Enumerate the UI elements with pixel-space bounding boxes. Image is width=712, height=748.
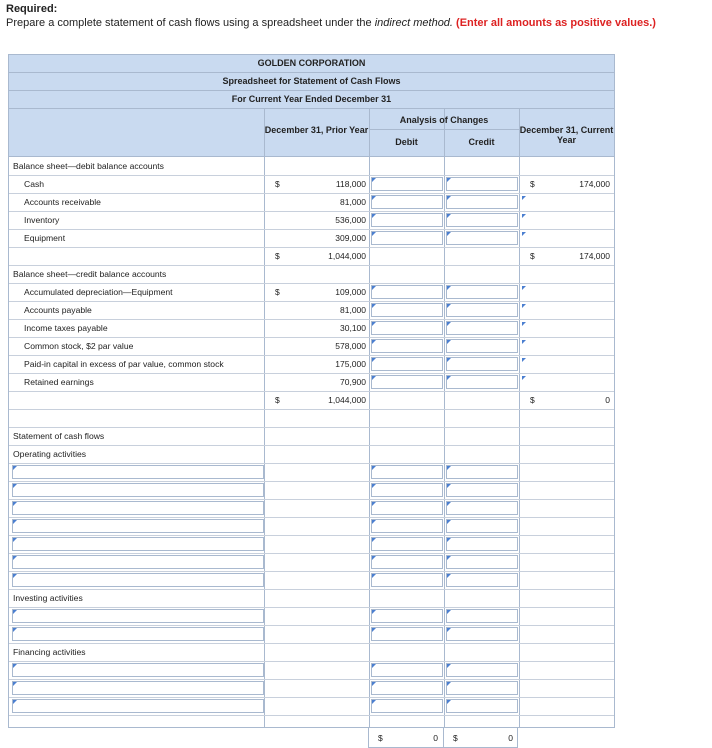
- current-input[interactable]: [521, 357, 612, 371]
- debit-input[interactable]: [371, 663, 443, 677]
- period-title: For Current Year Ended December 31: [8, 90, 615, 108]
- instruction-note: (Enter all amounts as positive values.): [456, 17, 656, 29]
- description-input[interactable]: [12, 573, 264, 587]
- operating-row: [9, 571, 614, 590]
- operating-row: [9, 535, 614, 554]
- current-input[interactable]: [521, 321, 612, 335]
- description-input[interactable]: [12, 501, 264, 515]
- debit-input[interactable]: [371, 483, 443, 497]
- investing-row: [9, 607, 614, 626]
- section-cash-flows: Statement of cash flows: [9, 427, 614, 446]
- table-row: Accumulated depreciation—Equipment $ 109,000: [9, 283, 614, 302]
- table-row: Inventory 536,000: [9, 211, 614, 230]
- credit-input[interactable]: [446, 501, 518, 515]
- col-prior-header: December 31, Prior Year: [264, 125, 369, 135]
- debit-input[interactable]: [371, 357, 443, 371]
- credit-input[interactable]: [446, 699, 518, 713]
- section-investing: Investing activities: [9, 589, 614, 608]
- operating-row: [9, 481, 614, 500]
- col-credit-header: Credit: [468, 137, 495, 147]
- operating-row: [9, 553, 614, 572]
- description-input[interactable]: [12, 681, 264, 695]
- credit-input[interactable]: [446, 483, 518, 497]
- credit-input[interactable]: [446, 627, 518, 641]
- debit-input[interactable]: [371, 231, 443, 245]
- credit-input[interactable]: [446, 303, 518, 317]
- debit-input[interactable]: [371, 609, 443, 623]
- section-operating: Operating activities: [9, 445, 614, 464]
- credit-input[interactable]: [446, 609, 518, 623]
- debit-input[interactable]: [371, 627, 443, 641]
- description-input[interactable]: [12, 609, 264, 623]
- credit-total-row: $ 1,044,000 $ 0: [9, 391, 614, 410]
- description-input[interactable]: [12, 537, 264, 551]
- col-debit-header: Debit: [395, 137, 418, 147]
- credit-input[interactable]: [446, 573, 518, 587]
- financing-row: [9, 661, 614, 680]
- description-input[interactable]: [12, 699, 264, 713]
- description-input[interactable]: [12, 483, 264, 497]
- credit-input[interactable]: [446, 213, 518, 227]
- description-input[interactable]: [12, 465, 264, 479]
- analysis-totals-row: $ 0 $ 0: [8, 728, 615, 748]
- debit-input[interactable]: [371, 573, 443, 587]
- table-row: Accounts payable 81,000: [9, 301, 614, 320]
- spreadsheet-body: [8, 156, 615, 728]
- credit-input[interactable]: [446, 375, 518, 389]
- description-input[interactable]: [12, 555, 264, 569]
- operating-row: [9, 517, 614, 536]
- credit-input[interactable]: [446, 177, 518, 191]
- spreadsheet-title: Spreadsheet for Statement of Cash Flows: [8, 72, 615, 90]
- debit-input[interactable]: [371, 321, 443, 335]
- instruction-text: Prepare a complete statement of cash flows using a spreadsheet under the indirect method. (Enter all amounts as positive values.): [6, 17, 656, 29]
- description-input[interactable]: [12, 663, 264, 677]
- credit-input[interactable]: [446, 537, 518, 551]
- investing-row: [9, 625, 614, 644]
- credit-input[interactable]: [446, 465, 518, 479]
- debit-input[interactable]: [371, 555, 443, 569]
- column-header: [8, 108, 615, 156]
- section-financing: Financing activities: [9, 643, 614, 662]
- credit-input[interactable]: [446, 681, 518, 695]
- credit-input[interactable]: [446, 519, 518, 533]
- credit-input[interactable]: [446, 357, 518, 371]
- table-row: Cash $ 118,000 $ 174,000: [9, 175, 614, 194]
- financing-row: [9, 679, 614, 698]
- debit-input[interactable]: [371, 537, 443, 551]
- debit-input[interactable]: [371, 213, 443, 227]
- total-credit: 0: [508, 733, 513, 743]
- current-input[interactable]: [521, 339, 612, 353]
- financing-row: [9, 697, 614, 716]
- debit-input[interactable]: [371, 195, 443, 209]
- table-row: Income taxes payable 30,100: [9, 319, 614, 338]
- current-input[interactable]: [521, 375, 612, 389]
- total-debit: 0: [433, 733, 438, 743]
- credit-input[interactable]: [446, 195, 518, 209]
- table-row: Common stock, $2 par value 578,000: [9, 337, 614, 356]
- current-input[interactable]: [521, 303, 612, 317]
- cash-flow-spreadsheet: [8, 54, 615, 748]
- operating-row: [9, 499, 614, 518]
- debit-input[interactable]: [371, 519, 443, 533]
- col-current-header: December 31, Current Year: [519, 125, 614, 145]
- debit-input[interactable]: [371, 285, 443, 299]
- debit-input[interactable]: [371, 375, 443, 389]
- description-input[interactable]: [12, 519, 264, 533]
- credit-input[interactable]: [446, 555, 518, 569]
- credit-input[interactable]: [446, 663, 518, 677]
- company-name: GOLDEN CORPORATION: [8, 54, 615, 72]
- operating-row: [9, 463, 614, 482]
- table-row: Retained earnings 70,900: [9, 373, 614, 392]
- debit-total-row: $ 1,044,000 $ 174,000: [9, 247, 614, 266]
- debit-input[interactable]: [371, 501, 443, 515]
- description-input[interactable]: [12, 627, 264, 641]
- instructions: [6, 2, 656, 30]
- debit-input[interactable]: [371, 177, 443, 191]
- credit-input[interactable]: [446, 321, 518, 335]
- table-row: Equipment 309,000: [9, 229, 614, 248]
- table-row: Accounts receivable 81,000: [9, 193, 614, 212]
- debit-input[interactable]: [371, 339, 443, 353]
- credit-input[interactable]: [446, 339, 518, 353]
- debit-input[interactable]: [371, 699, 443, 713]
- section-credit: Balance sheet—credit balance accounts: [9, 265, 614, 284]
- debit-input[interactable]: [371, 465, 443, 479]
- debit-input[interactable]: [371, 303, 443, 317]
- current-input[interactable]: [521, 285, 612, 299]
- col-analysis-header: Analysis of Changes: [399, 115, 489, 125]
- credit-input[interactable]: [446, 285, 518, 299]
- table-row: Paid-in capital in excess of par value, common stock 175,000: [9, 355, 614, 374]
- credit-input[interactable]: [446, 231, 518, 245]
- current-input[interactable]: [521, 195, 612, 209]
- section-debit: Balance sheet—debit balance accounts: [9, 157, 614, 176]
- current-input[interactable]: [521, 231, 612, 245]
- current-input[interactable]: [521, 213, 612, 227]
- required-heading: Required:: [6, 3, 58, 15]
- debit-input[interactable]: [371, 681, 443, 695]
